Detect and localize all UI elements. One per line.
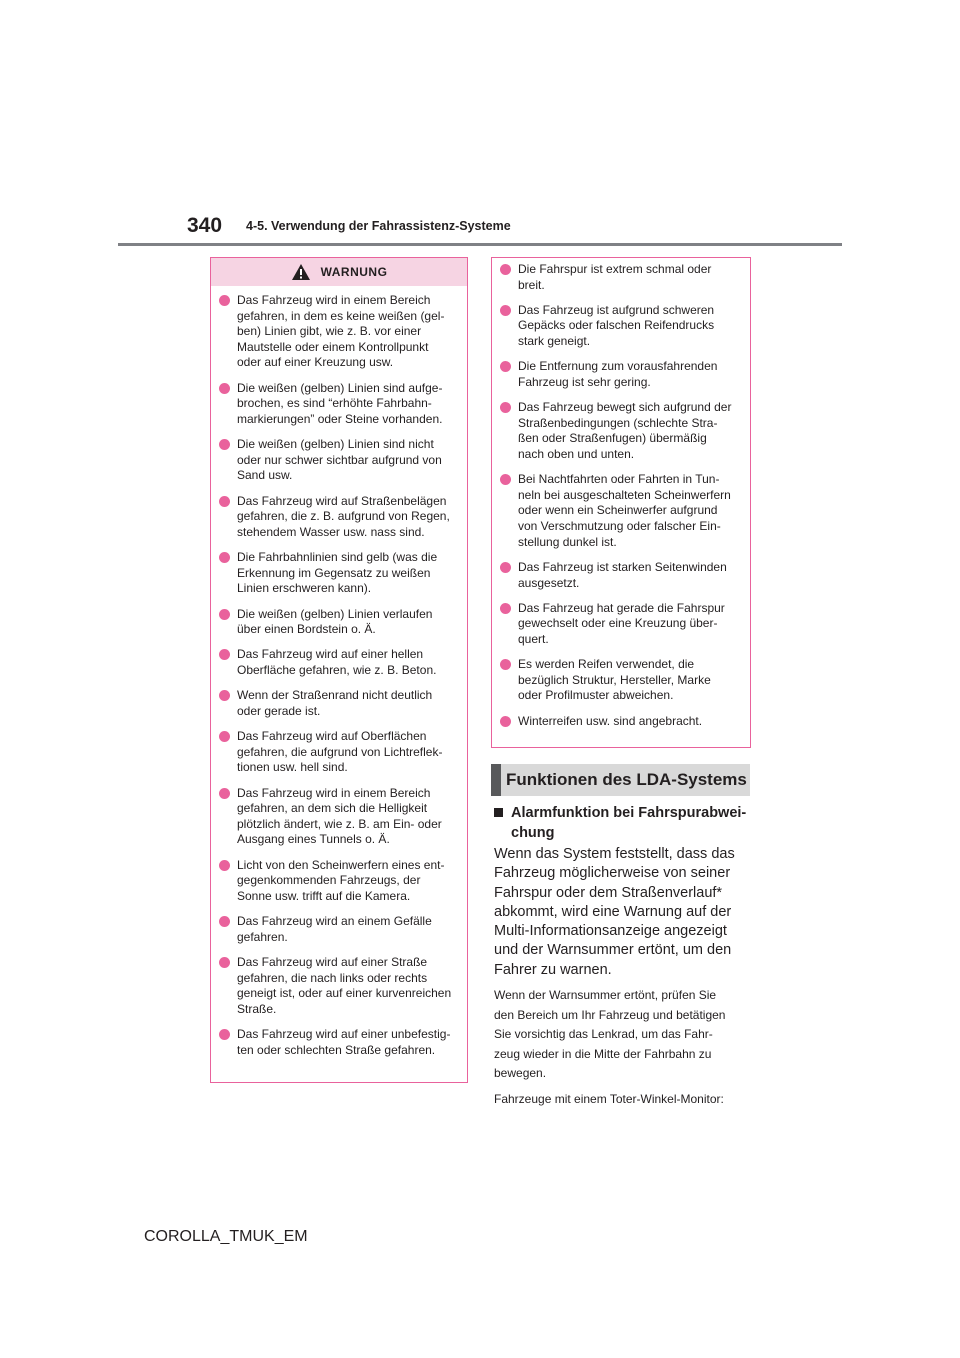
bullet-text: Das Fahrzeug ist aufgrund schweren Gepäcks oder falschen Reifendrucks stark geneigt. — [518, 302, 715, 349]
body-paragraph: Wenn das System feststellt, dass das Fahrzeug möglicherweise von seiner Fahrspur oder dem Straßenverlauf* abkommt, wird eine Warnung auf der Multi-Informationsanzeige angezeigt und der Warnsummer ertönt, um den Fahrer zu warnen. — [494, 846, 735, 978]
bullet-item — [500, 359, 742, 390]
bullet-text: Bei Nachtfahrten oder Fahrten in Tun- neln bei ausgeschalteten Scheinwerfern oder wenn ein Scheinwerfer aufgrund von Verschmutzung oder falscher Ein- stellung dunkel ist. — [518, 472, 731, 549]
bullet-text: Das Fahrzeug bewegt sich aufgrund der Straßenbedingungen (schlechte Stra- ßen oder Straßenfugen) übermäßig nach oben und unten. — [518, 400, 732, 461]
warning-triangle-icon — [291, 263, 311, 281]
bullet-dot-icon — [219, 609, 230, 620]
square-bullet-icon — [494, 808, 503, 817]
bullet-item — [219, 1027, 459, 1058]
bullet-dot-icon — [219, 860, 230, 871]
bullet-dot-icon — [219, 552, 230, 563]
bullet-item — [500, 400, 742, 462]
bullet-text: Das Fahrzeug wird auf einer hellen Oberfläche gefahren, wie z. B. Beton. — [237, 647, 437, 677]
bullet-item — [219, 437, 459, 484]
bullet-item — [219, 293, 459, 371]
bullet-item — [500, 303, 742, 350]
bullet-dot-icon — [219, 439, 230, 450]
bullet-text: Die weißen (gelben) Linien verlaufen über einen Bordstein o. Ä. — [237, 606, 433, 637]
bullet-dot-icon — [219, 295, 230, 306]
bullet-item — [219, 858, 459, 905]
page-number: 340 — [187, 214, 223, 237]
bullet-text: Die weißen (gelben) Linien sind nicht oder nur schwer sichtbar aufgrund von Sand usw. — [237, 437, 442, 483]
footer-code: COROLLA_TMUK_EM — [144, 1228, 308, 1245]
warning-box-continued — [491, 257, 751, 748]
bullet-item — [500, 472, 742, 550]
section-heading: Funktionen des LDA-Systems — [491, 764, 750, 796]
bullet-dot-icon — [500, 305, 511, 316]
bullet-dot-icon — [219, 649, 230, 660]
bullet-text: Das Fahrzeug wird auf Oberflächen gefahren, die aufgrund von Lichtreflek- tionen usw. hell sind. — [237, 729, 443, 775]
header-divider — [118, 243, 842, 246]
bullet-text: Das Fahrzeug wird auf einer unbefestig- ten oder schlechten Straße gefahren. — [237, 1027, 451, 1057]
bullet-dot-icon — [219, 496, 230, 507]
bullet-item — [219, 786, 459, 848]
bullet-text: Es werden Reifen verwendet, die bezüglich Struktur, Hersteller, Marke oder Profilmuster abweichen. — [518, 657, 711, 703]
section-title: 4-5. Verwendung der Fahrassistenz-Systeme — [246, 219, 511, 233]
bullet-item — [219, 688, 459, 719]
bullet-text: Die Entfernung zum vorausfahrenden Fahrzeug ist sehr gering. — [518, 359, 718, 389]
bullet-text: Licht von den Scheinwerfern eines ent- gegenkommenden Fahrzeugs, der Sonne usw. trifft auf die Kamera. — [237, 857, 445, 903]
bullet-item — [219, 381, 459, 428]
bullet-dot-icon — [500, 659, 511, 670]
bullet-text: Das Fahrzeug wird an einem Gefälle gefahren. — [237, 914, 432, 944]
bullet-dot-icon — [219, 690, 230, 701]
note-paragraph: Wenn der Warnsummer ertönt, prüfen Sie den Bereich um Ihr Fahrzeug und betätigen Sie vorsichtig das Lenkrad, um das Fahr- zeug wieder in die Mitte der Fahrbahn zu bewegen. — [494, 988, 726, 1080]
warning-header — [211, 258, 467, 286]
bullet-text: Die Fahrbahnlinien sind gelb (was die Erkennung im Gegensatz zu weißen Linien erschweren kann). — [237, 550, 438, 596]
bullet-text: Das Fahrzeug wird in einem Bereich gefahren, in dem es keine weißen (gel- ben) Linien gibt, wie z. B. vor einer Mautstelle oder einem Kontrollpunkt oder auf einer Kreuzung usw. — [237, 293, 445, 370]
bullet-text: Die weißen (gelben) Linien sind aufge- brochen, es sind “erhöhte Fahrbahn- markierungen” oder Steine vorhanden. — [237, 380, 443, 426]
bullet-text: Das Fahrzeug wird auf einer Straße gefahren, die nach links oder rechts geneigt ist, oder auf einer kurvenreichen Straße. — [237, 955, 452, 1016]
bullet-dot-icon — [500, 361, 511, 372]
bullet-dot-icon — [500, 716, 511, 727]
warning-list — [211, 286, 467, 1058]
bullet-item — [219, 647, 459, 678]
bullet-dot-icon — [500, 562, 511, 573]
bullet-item — [219, 914, 459, 945]
bullet-dot-icon — [219, 1029, 230, 1040]
bullet-dot-icon — [219, 731, 230, 742]
bullet-dot-icon — [500, 264, 511, 275]
bullet-text: Das Fahrzeug wird auf Straßenbelägen gefahren, die z. B. aufgrund von Regen, stehendem Wasser usw. nass sind. — [237, 493, 450, 539]
bullet-dot-icon — [500, 402, 511, 413]
bullet-item — [500, 714, 742, 730]
bullet-item — [500, 601, 742, 648]
bullet-dot-icon — [219, 383, 230, 394]
bullet-item — [219, 607, 459, 638]
bullet-dot-icon — [219, 957, 230, 968]
bullet-item — [219, 729, 459, 776]
bullet-text: Die Fahrspur ist extrem schmal oder breit. — [518, 262, 712, 292]
bullet-dot-icon — [219, 916, 230, 927]
warning-label: WARNUNG — [320, 265, 388, 279]
bullet-text: Wenn der Straßenrand nicht deutlich oder gerade ist. — [237, 688, 433, 718]
bullet-item — [219, 955, 459, 1017]
warning-box — [210, 257, 468, 1083]
warning-list-continued — [492, 258, 750, 729]
subheading-text: Alarmfunktion bei Fahrspurabwei- chung — [511, 805, 747, 841]
bullet-item — [500, 262, 742, 293]
subheading — [494, 803, 754, 843]
bullet-item — [500, 560, 742, 591]
bullet-text: Das Fahrzeug hat gerade die Fahrspur gewechselt oder eine Kreuzung über- quert. — [518, 600, 725, 646]
bullet-dot-icon — [500, 603, 511, 614]
bullet-text: Winterreifen usw. sind angebracht. — [518, 713, 703, 728]
bullet-item — [219, 494, 459, 541]
bullet-text: Das Fahrzeug wird in einem Bereich gefahren, an dem sich die Helligkeit plötzlich ändert, wie z. B. am Ein- oder Ausgang eines Tunnels o. Ä. — [237, 785, 442, 847]
bullet-dot-icon — [219, 788, 230, 799]
bullet-item — [500, 657, 742, 704]
bullet-text: Das Fahrzeug ist starken Seitenwinden ausgesetzt. — [518, 559, 727, 590]
bullet-dot-icon — [500, 474, 511, 485]
trailing-paragraph: Fahrzeuge mit einem Toter-Winkel-Monitor: — [494, 1092, 724, 1106]
bullet-item — [219, 550, 459, 597]
